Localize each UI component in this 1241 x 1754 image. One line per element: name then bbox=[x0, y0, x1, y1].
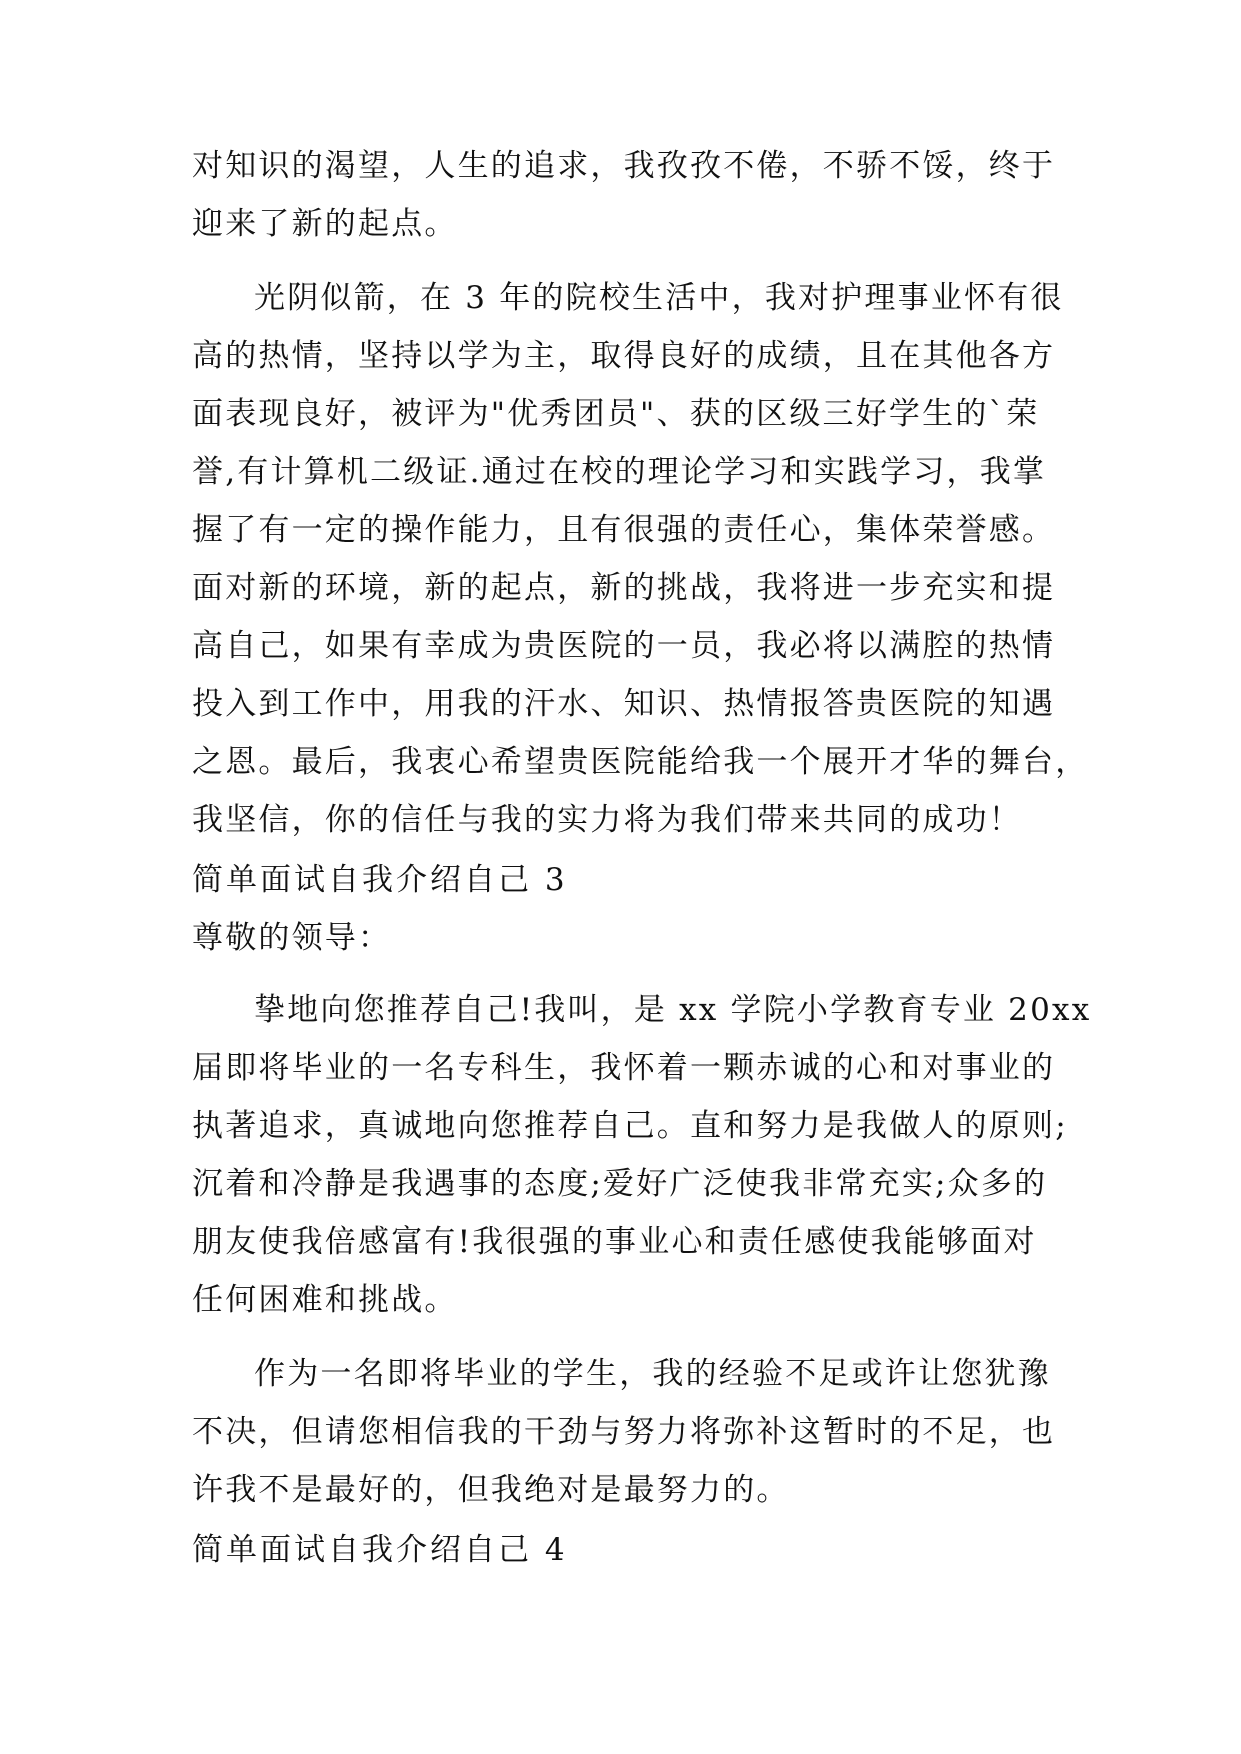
paragraph-line: 不决，但请您相信我的干劲与努力将弥补这暂时的不足，也 bbox=[192, 1414, 1056, 1450]
paragraph-line: 挚地向您推荐自己!我叫，是 xx 学院小学教育专业 20xx bbox=[254, 992, 1092, 1028]
paragraph-line: 执著追求，真诚地向您推荐自己。直和努力是我做人的原则; bbox=[192, 1108, 1068, 1144]
salutation: 尊敬的领导： bbox=[192, 920, 392, 956]
paragraph-line: 许我不是最好的，但我绝对是最努力的。 bbox=[192, 1472, 790, 1508]
paragraph-line: 沉着和冷静是我遇事的态度;爱好广泛使我非常充实;众多的 bbox=[192, 1166, 1048, 1202]
paragraph-line: 任何困难和挑战。 bbox=[192, 1282, 458, 1318]
paragraph-line: 朋友使我倍感富有!我很强的事业心和责任感使我能够面对 bbox=[192, 1224, 1037, 1260]
paragraph-line: 光阴似箭，在 3 年的院校生活中，我对护理事业怀有很 bbox=[254, 280, 1064, 316]
section-heading: 简单面试自我介绍自己 3 bbox=[192, 862, 568, 898]
paragraph-line: 我坚信，你的信任与我的实力将为我们带来共同的成功！ bbox=[192, 802, 1022, 838]
paragraph-line: 届即将毕业的一名专科生，我怀着一颗赤诚的心和对事业的 bbox=[192, 1050, 1056, 1086]
paragraph-line: 作为一名即将毕业的学生，我的经验不足或许让您犹豫 bbox=[254, 1356, 1051, 1392]
section-heading: 简单面试自我介绍自己 4 bbox=[192, 1532, 568, 1568]
paragraph-line: 投入到工作中，用我的汗水、知识、热情报答贵医院的知遇 bbox=[192, 686, 1056, 722]
paragraph-line: 之恩。最后，我衷心希望贵医院能给我一个展开才华的舞台， bbox=[192, 744, 1089, 780]
paragraph-line: 迎来了新的起点。 bbox=[192, 206, 458, 242]
paragraph-line: 面表现良好，被评为"优秀团员"、获的区级三好学生的`荣 bbox=[192, 396, 1040, 432]
paragraph-line: 握了有一定的操作能力，且有很强的责任心，集体荣誉感。 bbox=[192, 512, 1056, 548]
paragraph-line: 高自己，如果有幸成为贵医院的一员，我必将以满腔的热情 bbox=[192, 628, 1056, 664]
paragraph-line: 对知识的渴望，人生的追求，我孜孜不倦，不骄不馁，终于 bbox=[192, 148, 1056, 184]
paragraph-line: 面对新的环境，新的起点，新的挑战，我将进一步充实和提 bbox=[192, 570, 1056, 606]
paragraph-line: 高的热情，坚持以学为主，取得良好的成绩，且在其他各方 bbox=[192, 338, 1056, 374]
paragraph-line: 誉,有计算机二级证.通过在校的理论学习和实践学习，我掌 bbox=[192, 454, 1047, 490]
